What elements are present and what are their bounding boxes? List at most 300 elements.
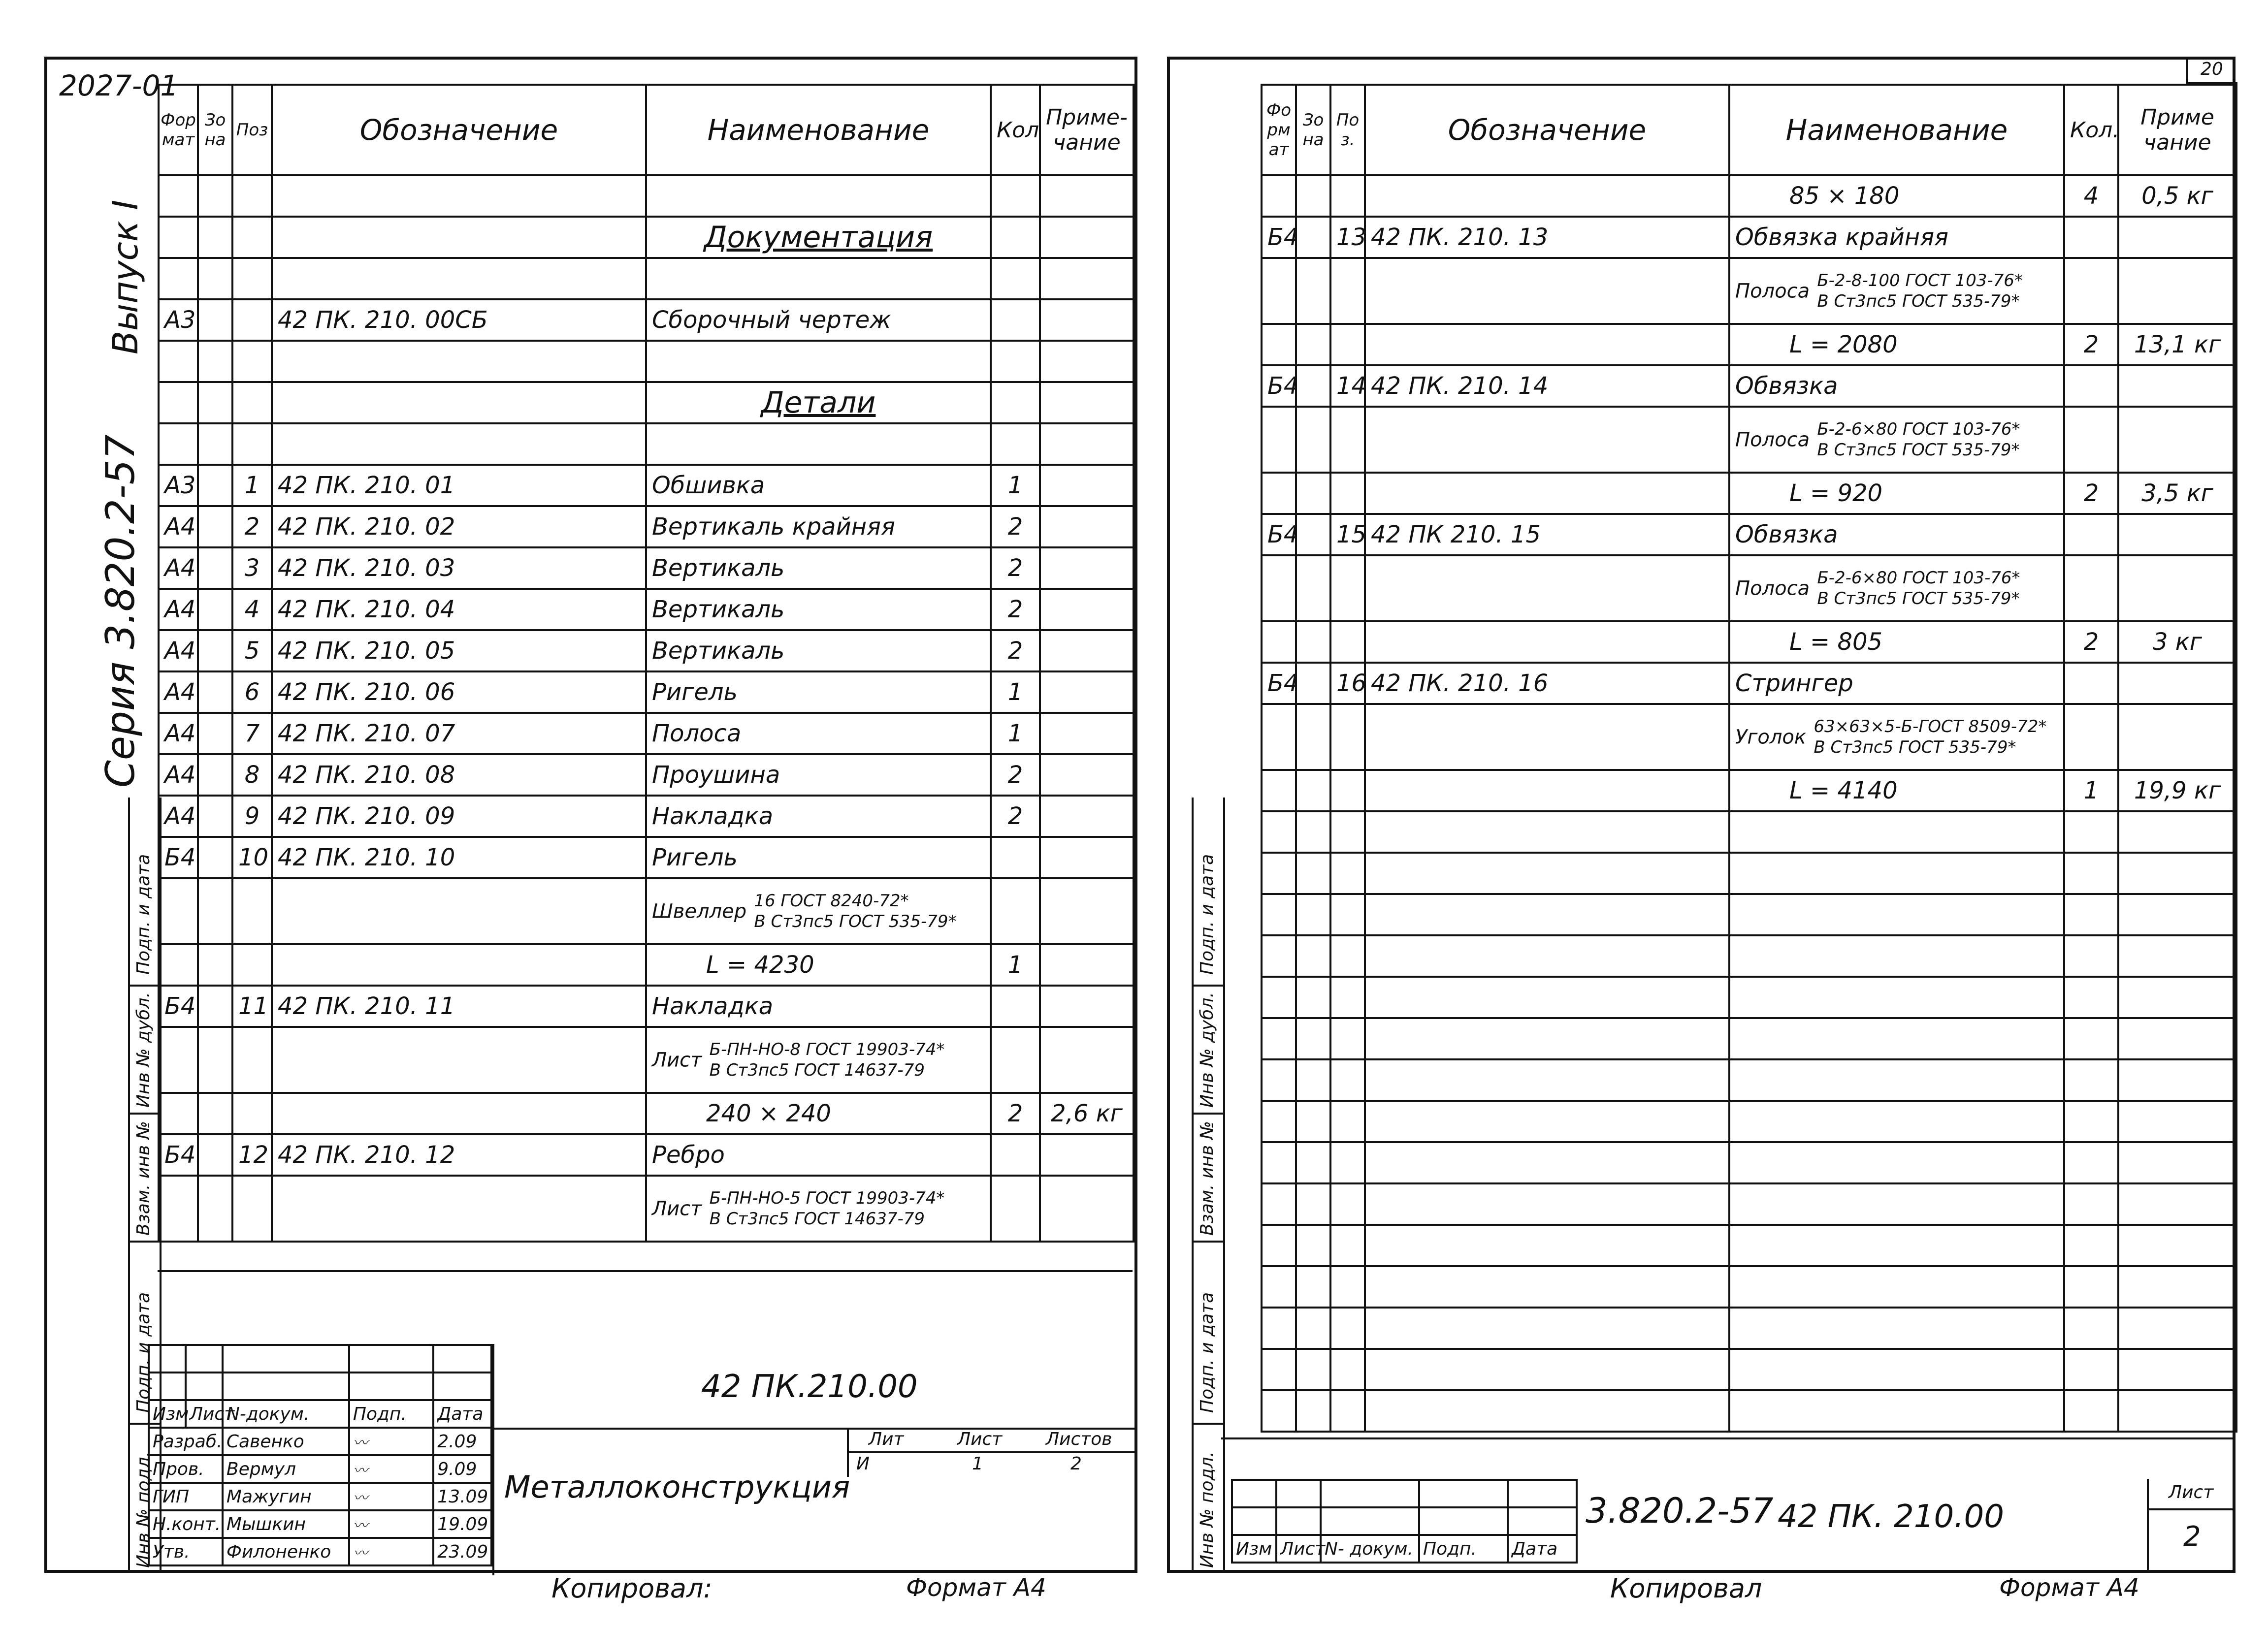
table-row [1262,407,2236,473]
cell-qty [2064,704,2118,770]
cell-name: Вертикаль [646,630,991,671]
cell-zone [198,1093,232,1134]
empty-cell [1296,1059,1330,1101]
cell-note [1040,713,1134,754]
stamp-text: Подп. и дата [1197,1292,1217,1413]
sheets-label: Листов [1046,1429,1112,1449]
cell-zone [1296,514,1330,555]
cell-pos: 14 [1330,365,1365,407]
cell-pos [232,878,272,944]
cell-note [2118,704,2236,770]
cell-format [159,382,198,423]
cell-designation [272,1027,646,1093]
table-row [159,423,1134,465]
cell-note [1040,1176,1134,1242]
table-row [1262,555,2236,621]
right-spec-table [1261,84,2237,1433]
cell-note [1040,1027,1134,1093]
empty-cell [1296,1225,1330,1266]
cell-zone [198,837,232,878]
cell-zone [1296,770,1330,811]
cell-designation [272,258,646,299]
empty-row [1262,977,2236,1018]
cell-qty [2064,555,2118,621]
header-zone: Зона [1296,85,1330,175]
empty-cell [1262,1225,1296,1266]
cell-zone [198,713,232,754]
cell-name [1729,258,2064,324]
blank-cell [223,1373,349,1400]
blank-cell [433,1373,491,1400]
table-row [1262,663,2236,704]
empty-cell [2118,1018,2236,1059]
cell-pos: 7 [232,713,272,754]
cell-designation: 42 ПК 210. 15 [1365,514,1729,555]
cell-qty [991,1176,1040,1242]
cell-format: Б4 [1262,663,1296,704]
signature-scribble: 〰 [353,1545,368,1562]
empty-cell [1729,1101,2064,1142]
empty-cell [1330,1101,1365,1142]
empty-row [1262,1266,2236,1308]
cell-zone [198,382,232,423]
empty-cell [2118,1390,2236,1432]
cell-zone [1296,663,1330,704]
date: 2.09 [433,1428,491,1455]
empty-cell [1365,1101,1729,1142]
material-spec [1817,419,2020,461]
cell-zone [198,1134,232,1176]
cell-name [646,1027,991,1093]
cell-qty: 2 [991,506,1040,547]
cell-designation [1365,621,1729,663]
cell-zone [198,630,232,671]
cell-note [1040,258,1134,299]
cell-format [159,1176,198,1242]
empty-cell [1729,1308,2064,1349]
table-row [159,630,1134,671]
right-title-block [1221,1437,2236,1575]
cell-note [1040,671,1134,713]
empty-cell [2118,811,2236,853]
empty-row [1262,853,2236,894]
side-issue: Выпуск I [105,199,146,354]
cell-note [1040,754,1134,796]
col-izm: Изм [1232,1535,1276,1563]
material-top: 63×63×5-Б-ГОСТ 8509-72* [1814,716,2047,736]
col-podp: Подп. [1419,1535,1508,1563]
material-top: 16 ГОСТ 8240-72* [754,891,909,911]
empty-cell [2064,1225,2118,1266]
sheet-info-header [849,1428,1134,1453]
cell-note [2118,407,2236,473]
cell-name [1729,407,2064,473]
empty-cell [2118,1266,2236,1308]
cell-zone [198,175,232,217]
cell-note [2118,217,2236,258]
empty-cell [1330,1266,1365,1308]
empty-cell [2118,977,2236,1018]
cell-note [1040,217,1134,258]
empty-cell [1262,935,1296,977]
signature-row [149,1510,491,1538]
cell-format: А4 [159,713,198,754]
right-side-stamp [1192,798,1225,1573]
right-doc-number: 42 ПК. 210.00 [1778,1499,2004,1535]
col-ndoc: N-докум. [223,1400,349,1428]
right-stamp-slot-2 [1194,985,1223,1115]
lit-label: Лит [869,1429,904,1449]
cell-name: Накладка [646,796,991,837]
left-stamp-slot-1 [130,798,160,987]
empty-cell [1729,1059,2064,1101]
cell-format [1262,704,1296,770]
cell-note: 13,1 кг [2118,324,2236,365]
cell-designation: 42 ПК. 210. 00СБ [272,299,646,341]
cell-pos: 6 [232,671,272,713]
cell-format: Б4 [159,986,198,1027]
cell-designation [1365,258,1729,324]
cell-name: Стрингер [1729,663,2064,704]
cell-qty: 2 [991,1093,1040,1134]
table-row [1262,770,2236,811]
cell-designation [272,1176,646,1242]
blank-cell [349,1345,433,1373]
table-row [159,713,1134,754]
material-bottom: В Ст3пс5 ГОСТ 535-79* [1817,291,2020,311]
cell-qty [991,217,1040,258]
empty-cell [2118,1183,2236,1225]
cell-pos: 5 [232,630,272,671]
cell-designation [272,341,646,382]
cell-name [646,341,991,382]
cell-qty: 1 [991,944,1040,986]
table-row [159,754,1134,796]
signature-scribble: 〰 [353,1462,368,1479]
material-top: Б-2-6×80 ГОСТ 103-76* [1817,568,2020,588]
col-izm: Изм [149,1400,186,1428]
cell-zone [1296,217,1330,258]
cell-pos [1330,473,1365,514]
empty-cell [1330,894,1365,935]
empty-cell [1365,1349,1729,1390]
empty-cell [2118,1308,2236,1349]
cell-format: Б4 [159,1134,198,1176]
empty-cell [1262,1183,1296,1225]
page-number: 20 [2201,59,2223,79]
empty-cell [2064,1266,2118,1308]
table-row [159,878,1134,944]
cell-note [1040,878,1134,944]
table-row [159,671,1134,713]
col-list: Лист [1276,1535,1321,1563]
right-sheet-box [2147,1479,2236,1572]
empty-row [1262,894,2236,935]
blank-cell [186,1373,223,1400]
cell-pos: 3 [232,547,272,589]
stamp-text: Инв № подл. [133,1451,154,1568]
left-stamp-slot-2 [130,985,160,1115]
cell-zone [1296,365,1330,407]
cell-name: Ригель [646,671,991,713]
cell-qty [991,423,1040,465]
cell-pos [1330,770,1365,811]
empty-row [1262,1308,2236,1349]
cell-qty: 2 [991,796,1040,837]
cell-designation: 42 ПК. 210. 08 [272,754,646,796]
empty-cell [1729,1349,2064,1390]
left-title: Металлоконструкция [504,1469,850,1505]
table-row [159,258,1134,299]
cell-pos: 15 [1330,514,1365,555]
signature-row [149,1428,491,1455]
empty-cell [1296,1349,1330,1390]
cell-zone [198,796,232,837]
blank-cell [186,1345,223,1373]
cell-name: Проушина [646,754,991,796]
role: Н.конт. [149,1510,223,1538]
signature [349,1510,433,1538]
cell-qty [991,878,1040,944]
cell-note [1040,175,1134,217]
cell-pos: 11 [232,986,272,1027]
cell-zone [198,341,232,382]
empty-cell [2118,853,2236,894]
table-row [159,837,1134,878]
cell-pos [1330,175,1365,217]
cell-note [1040,986,1134,1027]
right-stamp-slot-3 [1194,1113,1223,1243]
header-qty: Кол. [2064,85,2118,175]
empty-cell [1262,1266,1296,1308]
cell-note [1040,1134,1134,1176]
empty-row [1262,1142,2236,1183]
col-podp: Подп. [349,1400,433,1428]
cell-qty: 2 [2064,324,2118,365]
cell-designation [272,382,646,423]
cell-pos: 13 [1330,217,1365,258]
table-row [159,465,1134,506]
stamp-text: Взам. инв № [1197,1121,1217,1236]
signature [349,1538,433,1565]
cell-pos: 16 [1330,663,1365,704]
cell-format: А4 [159,796,198,837]
empty-cell [1330,977,1365,1018]
cell-pos [232,1093,272,1134]
table-row [159,1134,1134,1176]
cell-designation [272,944,646,986]
material-prefix: Уголок [1735,726,1807,748]
cell-zone [198,1176,232,1242]
header-note: Приме чание [2118,85,2236,175]
empty-cell [1330,1225,1365,1266]
cell-designation: 42 ПК. 210. 02 [272,506,646,547]
cell-zone [198,258,232,299]
header-designation: Обозначение [272,85,646,175]
cell-name: L = 805 [1729,621,2064,663]
cell-designation: 42 ПК. 210. 14 [1365,365,1729,407]
cell-note [2118,514,2236,555]
empty-cell [1262,1349,1296,1390]
cell-note [1040,299,1134,341]
empty-cell [1262,853,1296,894]
spec-header-row [1262,85,2236,175]
empty-cell [2064,935,2118,977]
cell-format [1262,407,1296,473]
cell-designation: 42 ПК. 210. 10 [272,837,646,878]
right-sheet-value: 2 [2183,1521,2201,1553]
cell-name: Ребро [646,1134,991,1176]
cell-name: L = 920 [1729,473,2064,514]
cell-zone [198,671,232,713]
cell-zone [1296,407,1330,473]
right-stamp-slot-4 [1194,1241,1223,1425]
cell-name: Обвязка крайняя [1729,217,2064,258]
cell-qty [2064,514,2118,555]
cell-name: Вертикаль [646,589,991,630]
material-prefix: Лист [652,1049,702,1071]
cell-zone [198,944,232,986]
material-spec [1817,568,2020,609]
cell-qty: 2 [2064,473,2118,514]
empty-cell [1296,1308,1330,1349]
spec-header-row [159,85,1134,175]
cell-designation: 42 ПК. 210. 07 [272,713,646,754]
cell-qty [2064,365,2118,407]
col-header-row [149,1400,491,1428]
table-row [159,382,1134,423]
empty-row [1262,811,2236,853]
empty-cell [1296,977,1330,1018]
cell-name: Полоса [646,713,991,754]
empty-cell [1365,1266,1729,1308]
empty-cell [2118,1142,2236,1183]
cell-qty: 2 [991,589,1040,630]
cell-format: А4 [159,630,198,671]
signature-row [149,1538,491,1565]
cell-name [646,878,991,944]
cell-designation [1365,770,1729,811]
table-row [1262,175,2236,217]
empty-row [1262,1101,2236,1142]
cell-note: 19,9 кг [2118,770,2236,811]
cell-format: А3 [159,465,198,506]
table-row [1262,514,2236,555]
cell-name [646,1176,991,1242]
cell-designation [1365,324,1729,365]
name: Мышкин [223,1510,349,1538]
cell-format: Б4 [1262,514,1296,555]
cell-pos [232,423,272,465]
empty-cell [1330,811,1365,853]
cell-name [646,175,991,217]
cell-format: А4 [159,506,198,547]
empty-cell [1262,1142,1296,1183]
table-row [159,1027,1134,1093]
signature [349,1428,433,1455]
empty-cell [1262,1308,1296,1349]
blank-cell [433,1345,491,1373]
empty-cell [2064,1183,2118,1225]
cell-zone [198,1027,232,1093]
role: Пров. [149,1455,223,1483]
blank-cell [223,1345,349,1373]
cell-zone [198,423,232,465]
empty-cell [2064,1142,2118,1183]
material-top: Б-2-8-100 ГОСТ 103-76* [1817,270,2023,290]
material-top: Б-ПН-НО-5 ГОСТ 19903-74* [709,1188,945,1208]
material-spec [1814,716,2046,758]
date: 23.09 [433,1538,491,1565]
empty-cell [2064,1308,2118,1349]
cell-note [1040,944,1134,986]
signature-row [149,1455,491,1483]
left-title-cell [492,1428,849,1575]
col-date: Дата [433,1400,491,1428]
material-spec [754,891,956,932]
cell-name: 85 × 180 [1729,175,2064,217]
cell-designation [272,175,646,217]
cell-format: Б4 [1262,217,1296,258]
table-row [159,506,1134,547]
cell-designation [1365,704,1729,770]
empty-cell [2064,811,2118,853]
cell-qty: 2 [991,754,1040,796]
header-designation: Обозначение [1365,85,1729,175]
cell-qty [991,1027,1040,1093]
cell-qty [991,986,1040,1027]
empty-cell [2064,1390,2118,1432]
cell-designation [272,423,646,465]
empty-cell [1262,1059,1296,1101]
col-ndoc: N- докум. [1321,1535,1419,1563]
cell-name: Документация [646,217,991,258]
cell-note: 2,6 кг [1040,1093,1134,1134]
page-number-box [2186,57,2237,84]
header-name: Наименование [1729,85,2064,175]
cell-format [159,944,198,986]
cell-designation: 42 ПК. 210. 12 [272,1134,646,1176]
cell-name: Обвязка [1729,365,2064,407]
stamp-text: Подп. и дата [1197,854,1217,975]
cell-pos [1330,407,1365,473]
stamp-text: Инв № дубл. [133,992,154,1108]
cell-format [1262,621,1296,663]
cell-note [1040,506,1134,547]
material-prefix: Полоса [1735,428,1810,451]
cell-format [1262,555,1296,621]
cell-designation [272,878,646,944]
cell-qty: 1 [991,465,1040,506]
cell-designation: 42 ПК. 210. 04 [272,589,646,630]
empty-cell [1729,853,2064,894]
cell-pos [232,175,272,217]
cell-qty [2064,407,2118,473]
material-bottom: В Ст3пс5 ГОСТ 14637-79 [709,1209,925,1229]
cell-name: Накладка [646,986,991,1027]
header-zone: Зона [198,85,232,175]
cell-pos: 4 [232,589,272,630]
corner-code: 2027-01 [59,69,179,102]
cell-note: 0,5 кг [2118,175,2236,217]
empty-cell [1330,1183,1365,1225]
empty-row [1262,935,2236,977]
empty-cell [1262,1018,1296,1059]
signature-row [149,1483,491,1510]
cell-note [2118,663,2236,704]
left-doc-number: 42 ПК.210.00 [701,1369,918,1405]
empty-cell [1729,1225,2064,1266]
